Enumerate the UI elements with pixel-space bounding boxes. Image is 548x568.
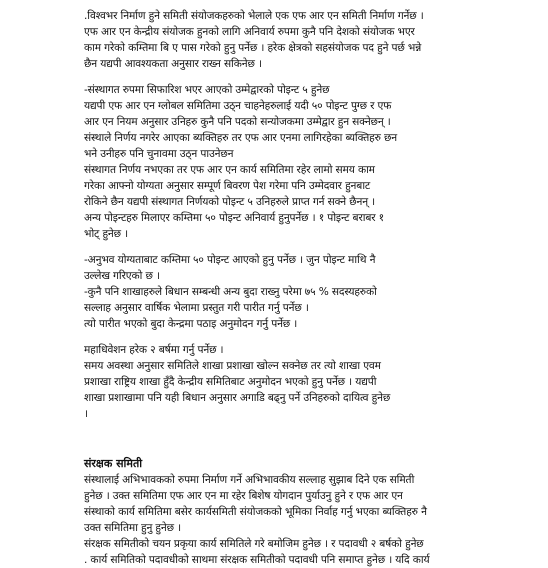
text-line: समय अवस्था अनुसार समितिले शाखा प्रशाखा खोल्न सक्नेछ तर त्यो शाखा एवम [84,360,381,372]
text-line: आर एन नियम अनुसार उनिहरु कुनै पनि पदको सन्योजकमा उम्मेद्वार हुन सक्नेछन् । [84,116,391,128]
paragraph-general-convention [84,342,476,422]
text-line: अन्य पोइन्टहरु मिलाएर कम्तिमा ५० पोइन्ट अनिवार्य हुनुपर्नेछ । १ पोइन्ट बराबर १ [84,212,385,224]
text-line: .विश्वभर निर्माण हुने समिती संयोजकहरुको भेलाले एक एफ आर एन समिती निर्माण गर्नेछ । [84,10,424,22]
text-line: संस्थागत निर्णय नभएका तर एफ आर एन कार्य समितिमा रहेर लामो समय काम [84,164,375,176]
paragraph-committee-formation [84,8,476,72]
paragraph-experience-branches [84,252,476,332]
text-line: हुनेछ । उक्त समितिमा एफ आर एन मा रहेर बिशेष योगदान पुर्याउनु हुने र एफ आर एन [84,490,403,502]
text-line: प्रशाखा राष्ट्रिय शाखा हुँदै केन्द्रीय समितिबाट अनुमोदन भएको हुनु पर्नेछ । यद्यपी [84,376,377,388]
text-line: संस्थाले निर्णय नगरेर आएका ब्यक्तिहरु तर एफ आर एनमा लागिरहेका ब्यक्तिहरु छन [84,132,398,144]
text-line: -कुनै पनि शाखाहरुले बिधान सम्बन्धी अन्य बुदा राख्नु परेमा ७५ % सदस्यहरुको [84,286,377,298]
text-line: उक्त समितिमा हुनु हुनेछ । [84,522,181,534]
paragraph-patron-committee [84,472,476,568]
text-line: शाखा प्रशाखामा पनि यही बिधान अनुसार अगाडि बढ्नु पर्ने उनिहरुको दायित्व हुनेछ [84,392,391,404]
text-line: । [84,408,88,420]
text-line: भोट् हुनेछ । [84,228,129,240]
text-line: महाधिवेशन हरेक २ बर्षमा गर्नु पर्नेछ । [84,344,224,356]
text-line: -अनुभव योग्यताबाट कम्तिमा ५० पोइन्ट आएको हुनु पर्नेछ । जुन पोइन्ट माथि नै [84,254,376,266]
text-line: सल्लाह अनुसार वार्षिक भेलामा प्रस्तुत गरी पारीत गर्नु पर्नेछ । [84,302,309,314]
paragraph-candidate-points [84,82,476,242]
text-line: भने उनीहरु पनि चुनावमा उठ्न पाउनेछन [84,148,234,160]
document-page [84,8,476,568]
text-line: उल्लेख गरिएको छ । [84,270,160,282]
text-line: संस्थाको कार्य समितिमा बसेर कार्यसमिती संयोजकको भूमिका निर्वाह गर्नु भएका ब्यक्तिहरु नै [84,506,427,518]
text-line: त्यो पारीत भएको बुदा केन्द्रमा पठाइ अनुमोदन गर्नु पर्नेछ । [84,318,298,330]
text-line: -संस्थागत रुपमा सिफारिश भएर आएको उम्मेद्वारको पोइन्ट ५ हुनेछ [84,84,330,96]
text-line: गरेका आफ्नो योग्यता अनुसार सम्पूर्ण बिवरण पेश गरेमा पनि उम्मेदवार हुनबाट [84,180,371,192]
text-line: छैन यद्यपी आवश्यकता अनुसार राख्न सकिनेछ । [84,58,262,70]
text-line: संस्थालाई अभिभावकको रुपमा निर्माण गर्ने अभिभावकीय सल्लाह सुझाब दिने एक समिती [84,474,415,486]
text-line: एफ आर एन केन्द्रीय संयोजक हुनको लागि अनिवार्य रुपमा कुनै पनि देशको संयोजक भएर [84,26,415,38]
text-line: काम गरेको कम्तिमा बि ए पास गरेको हुनु पर्नेछ । हरेक क्षेत्रको सहसंयोजक पद हुने पर्छ भन्ने [84,42,422,54]
text-line: रोकिने छैन यद्यपी संस्थागत निर्णयको पोइन्ट ५ उनिहरुले प्राप्त गर्न सक्ने छैनन् । [84,196,376,208]
text-line: . कार्य समितिको पदावधीको साथमा संरक्षक समितीको पदावधी पनि समाप्त हुनेछ । यदि कार्य [84,554,430,566]
text-line: संरक्षक समितीको चयन प्रकृया कार्य समितिले गरे बमोजिम हुनेछ । र पदावधी २ बर्षको हुनेछ [84,538,424,550]
text-line: यद्यपी एफ आर एन ग्लोबल समितिमा उठ्न चाहनेहरुलाई यदी ५० पोइन्ट पुग्छ र एफ [84,100,392,112]
section-heading: संरक्षक समिती [84,457,143,470]
